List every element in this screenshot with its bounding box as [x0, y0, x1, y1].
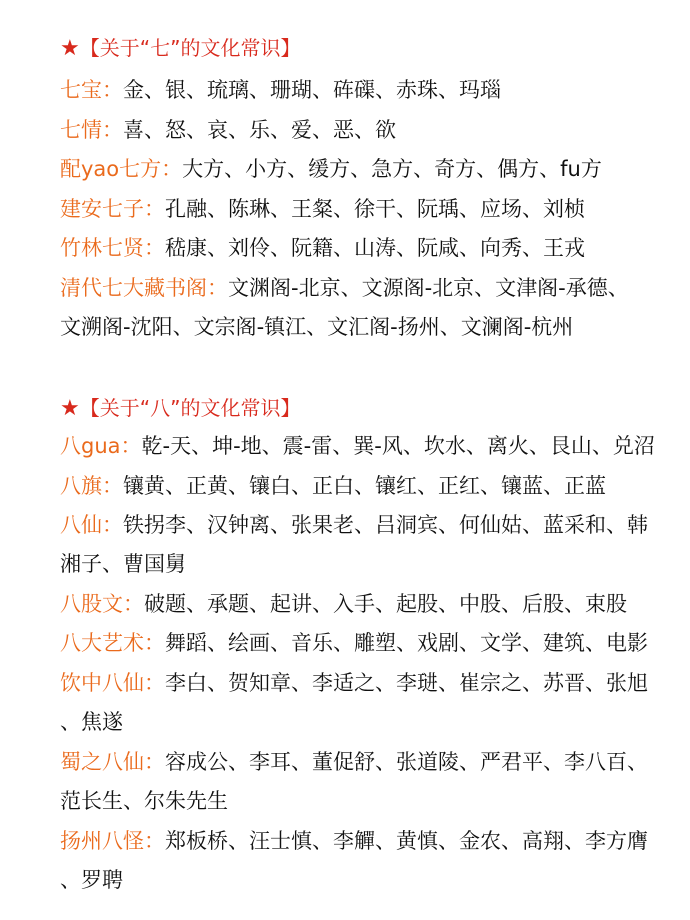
list-item-continuation: 湘子、曹国舅: [60, 552, 186, 576]
star-icon: ★: [60, 36, 80, 61]
item-value: 郑板桥、汪士慎、李觶、黄慎、金农、高翔、李方膺: [165, 829, 648, 853]
list-item-continuation: 范长生、尔朱先生: [60, 789, 228, 813]
item-value: 大方、小方、缓方、急方、奇方、偶方、fu方: [182, 157, 602, 181]
item-value: 文渊阁-北京、文源阁-北京、文津阁-承德、: [228, 276, 629, 300]
item-key: 七宝：: [60, 78, 123, 102]
item-key: 八大艺术：: [60, 631, 165, 655]
item-key: 七情：: [60, 118, 123, 142]
item-key: 清代七大藏书阁：: [60, 276, 228, 300]
item-value: 乾-天、坤-地、震-雷、巽-风、坎水、离火、艮山、兑沼: [141, 434, 655, 458]
section-header-eight: [60, 394, 300, 423]
list-item-qifang: [60, 154, 602, 184]
item-key: 八旗：: [60, 474, 123, 498]
list-item-baguwen: [60, 589, 627, 619]
list-item-yinzhong: [60, 668, 648, 698]
list-item-baqi: [60, 471, 606, 501]
list-item-bada-yishu: [60, 628, 648, 658]
item-value: 孔融、陈琳、王粲、徐干、阮瑀、应场、刘桢: [165, 197, 585, 221]
item-key: 饮中八仙：: [60, 671, 165, 695]
list-item-continuation: 文溯阁-沈阳、文宗阁-镇江、文汇阁-扬州、文澜阁-杭州: [60, 315, 574, 339]
list-item-zhulin: [60, 233, 585, 263]
item-value: 舞蹈、绘画、音乐、雕塑、戏剧、文学、建筑、电影: [165, 631, 648, 655]
item-value: 金、银、琉璃、珊瑚、砗磲、赤珠、玛瑙: [123, 78, 501, 102]
item-key: 竹林七贤：: [60, 236, 165, 260]
item-key: 建安七子：: [60, 197, 165, 221]
item-key: 八gua：: [60, 434, 142, 458]
section-title: 【关于“七”的文化常识】: [79, 36, 301, 60]
item-value: 喜、怒、哀、乐、爱、恶、欲: [123, 118, 396, 142]
item-value: 李白、贺知章、李适之、李琎、崔宗之、苏晋、张旭: [165, 671, 648, 695]
item-value: 破题、承题、起讲、入手、起股、中股、后股、束股: [144, 592, 627, 616]
list-item-cangshuge: [60, 273, 629, 303]
list-item-continuation: 、焦遂: [60, 710, 123, 734]
item-value: 容成公、李耳、董促舒、张道陵、严君平、李八百、: [165, 750, 648, 774]
section-header-seven: [60, 34, 300, 63]
list-item-qibao: [60, 75, 501, 105]
section-title: 【关于“八”的文化常识】: [79, 396, 301, 420]
list-item-qiqing: [60, 115, 396, 145]
list-item-shuzhi: [60, 747, 648, 777]
item-key: 配yao七方：: [60, 157, 183, 181]
item-value: 铁拐李、汉钟离、张果老、吕洞宾、何仙姑、蓝采和、韩: [123, 513, 648, 537]
item-value: 嵇康、刘伶、阮籍、山涛、阮咸、向秀、王戎: [165, 236, 585, 260]
item-value: 镶黄、正黄、镶白、正白、镶红、正红、镶蓝、正蓝: [123, 474, 606, 498]
list-item-jianan: [60, 194, 585, 224]
item-key: 扬州八怪：: [60, 829, 165, 853]
item-key: 蜀之八仙：: [60, 750, 165, 774]
list-item-bagua: [60, 431, 655, 461]
item-key: 八股文：: [60, 592, 144, 616]
list-item-continuation: 、罗聘: [60, 868, 123, 892]
list-item-baxian: [60, 510, 648, 540]
star-icon: ★: [60, 396, 80, 421]
list-item-yangzhou: [60, 826, 648, 856]
item-key: 八仙：: [60, 513, 123, 537]
